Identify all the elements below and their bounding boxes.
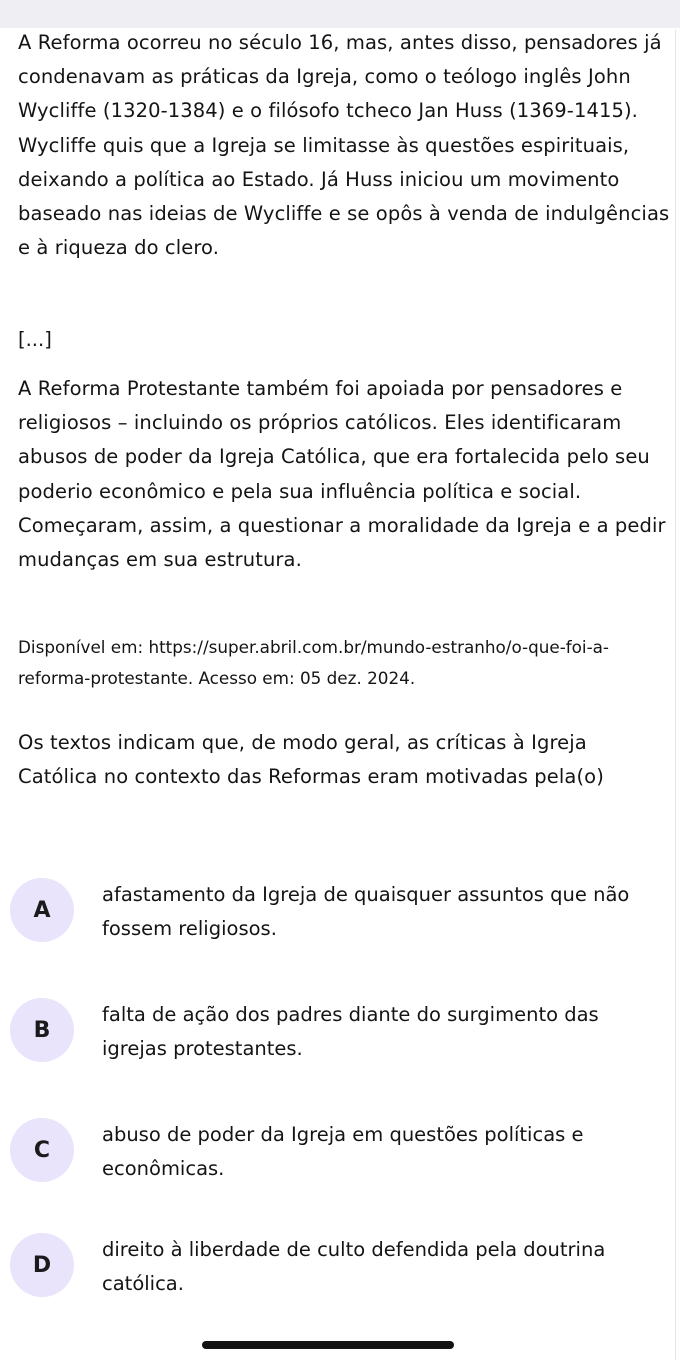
option-a[interactable] <box>10 878 670 958</box>
passage-ellipsis: [...] <box>18 328 52 351</box>
option-b-letter-badge[interactable]: B <box>10 998 74 1062</box>
passage-paragraph-2-container <box>18 372 670 577</box>
question-stem: Os textos indicam que, de modo geral, as críticas à Igreja Católica no contexto das Reformas eram motivadas pela(o) <box>18 731 604 789</box>
passage-source-citation: Disponível em: https://super.abril.com.br/mundo-estranho/o-que-foi-a-reforma-protestante. Acesso em: 05 dez. 2024. <box>18 637 609 688</box>
home-indicator-bar[interactable] <box>202 1341 454 1349</box>
option-c[interactable] <box>10 1118 670 1198</box>
option-b[interactable] <box>10 998 670 1078</box>
option-a-text: afastamento da Igreja de quaisquer assuntos que não fossem religiosos. <box>102 883 630 941</box>
scroll-track <box>675 30 676 1360</box>
question-stem-container <box>18 726 670 794</box>
passage-paragraph-1-container <box>18 26 670 265</box>
option-d-text: direito à liberdade de culto defendida pela doutrina católica. <box>102 1238 606 1296</box>
top-status-strip <box>0 0 680 28</box>
option-c-text: abuso de poder da Igreja em questões políticas e econômicas. <box>102 1123 584 1181</box>
option-c-letter-badge[interactable]: C <box>10 1118 74 1182</box>
option-d-letter-badge[interactable]: D <box>10 1233 74 1297</box>
passage-paragraph-2: A Reforma Protestante também foi apoiada por pensadores e religiosos – incluindo os próprios católicos. Eles identificaram abusos de poder da Igreja Católica, que era fortalecida pelo seu poderio econômico e pela sua influência política e social. Começaram, assim, a questionar a moralidade da Igreja e a pedir mudanças em sua estrutura. <box>18 377 666 572</box>
option-b-text: falta de ação dos padres diante do surgimento das igrejas protestantes. <box>102 1003 599 1061</box>
passage-paragraph-1: A Reforma ocorreu no século 16, mas, antes disso, pensadores já condenavam as práticas da Igreja, como o teólogo inglês John Wycliffe (1320-1384) e o filósofo tcheco Jan Huss (1369-1415). Wycliffe quis que a Igreja se limitasse às questões espirituais, deixando a política ao Estado. Já Huss iniciou um movimento baseado nas ideias de Wycliffe e se opôs à venda de indulgências e à riqueza do clero. <box>18 31 670 260</box>
option-d[interactable] <box>10 1233 670 1313</box>
option-a-letter-badge[interactable]: A <box>10 878 74 942</box>
